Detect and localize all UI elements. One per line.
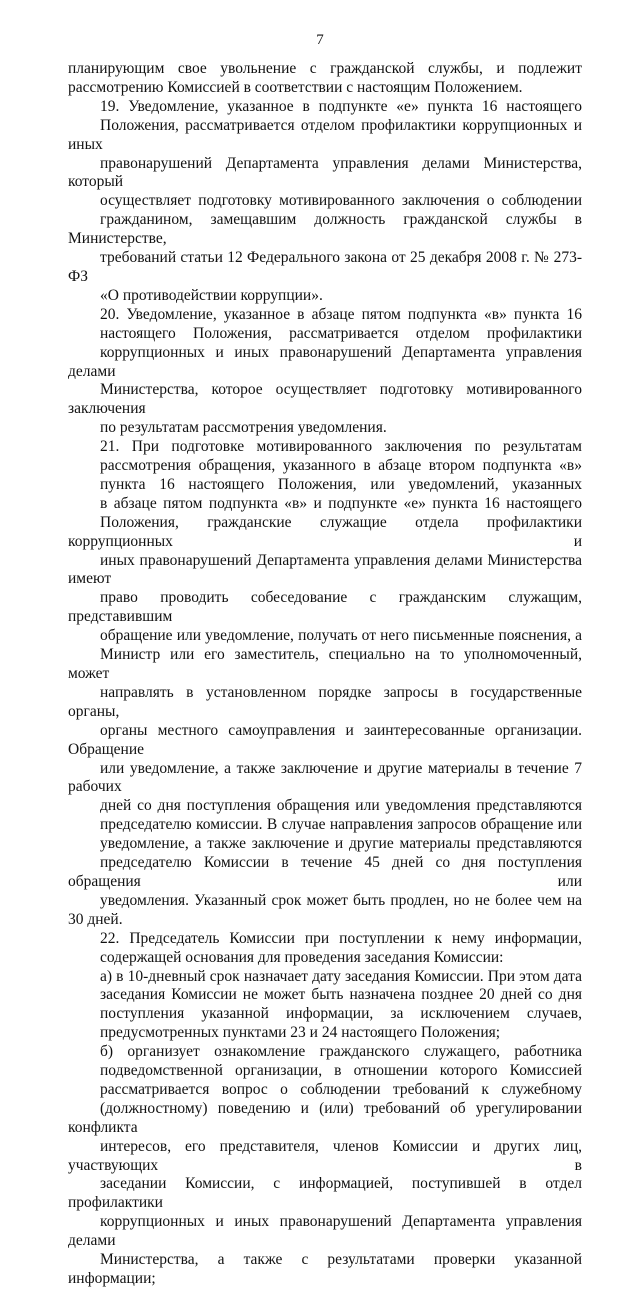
text-line: настоящего Положения, рассматривается отделом профилактики [100,324,582,342]
text-line: рассмотрению Комиссией в соответствии с настоящим Положением. [68,78,523,96]
document-body [68,60,582,1289]
text-line: Министерства, а также с результатами проверки указанной информации; [68,1251,582,1287]
text-line: иных правонарушений Департамента управления делами Министерства имеют [68,551,582,588]
text-line: а) в 10-дневный срок назначает дату заседания Комиссии. При этом дата [100,967,582,985]
text-line: рассматривается вопрос о соблюдении требований к служебному [100,1080,582,1098]
text-line: рассмотрения обращения, указанного в абзаце втором подпункта «в» [100,457,582,475]
paragraph-22b [68,1043,582,1289]
paragraph-19 [68,98,582,306]
text-line: требований статьи 12 Федерального закона от 25 декабря 2008 г. № 273-ФЗ [68,249,582,285]
page-number: 7 [316,32,324,48]
text-line: заседания Комиссии не может быть назначена позднее 20 дней со дня [100,986,582,1004]
text-line: подведомственной организации, в отношении которого Комиссией [100,1062,582,1080]
paragraph-22 [68,930,582,968]
text-line: обращение или уведомление, получать от него письменные пояснения, а [100,627,582,645]
text-line: уведомления. Указанный срок может быть продлен, но не более чем на 30 дней. [68,891,582,928]
text-line: б) организует ознакомление гражданского служащего, работника [100,1043,582,1061]
text-line: или уведомление, а также заключение и другие материалы в течение 7 рабочих [68,759,582,796]
text-line: Положения, рассматривается отделом профилактики коррупционных и иных [68,116,582,153]
text-line: 19. Уведомление, указанное в подпункте «е» пункта 16 настоящего [100,97,582,115]
text-line: поступления указанной информации, за исключением случаев, [100,1005,582,1023]
text-line: гражданином, замещавшим должность гражданской службы в Министерстве, [68,211,582,248]
text-line: органы местного самоуправления и заинтересованные организации. Обращение [68,721,582,758]
text-line: пункта 16 настоящего Положения, или уведомлений, указанных [100,475,582,493]
text-line: председателю комиссии. В случае направления запросов обращение или [100,816,582,834]
text-line: «О противодействии коррупции». [100,286,323,304]
paragraph-20 [68,306,582,438]
text-line: содержащей основания для проведения заседания Комиссии: [100,948,504,966]
text-line: 22. Председатель Комиссии при поступлении к нему информации, [100,929,582,947]
text-line: направлять в установленном порядке запросы в государственные органы, [68,683,582,720]
paragraph-continuation [68,60,582,98]
text-line: дней со дня поступления обращения или уведомления представляются [100,797,582,815]
text-line: право проводить собеседование с гражданским служащим, представившим [68,589,582,626]
text-line: правонарушений Департамента управления делами Министерства, который [68,154,582,191]
text-line: 20. Уведомление, указанное в абзаце пятом подпункта «в» пункта 16 [100,305,582,323]
text-line: (должностному) поведению и (или) требований об урегулировании конфликта [68,1099,582,1136]
text-line: коррупционных и иных правонарушений Департамента управления делами [68,1213,582,1250]
text-line: по результатам рассмотрения уведомления. [100,419,387,437]
text-line: председателю Комиссии в течение 45 дней со дня поступления обращения или [68,854,582,890]
text-line: заседании Комиссии, с информацией, поступившей в отдел профилактики [68,1175,582,1212]
text-line: в абзаце пятом подпункта «в» и подпункте «е» пункта 16 настоящего [100,494,582,512]
text-line: коррупционных и иных правонарушений Департамента управления делами [68,343,582,380]
text-line: 21. При подготовке мотивированного заключения по результатам [100,438,582,456]
text-line: предусмотренных пунктами 23 и 24 настоящего Положения; [100,1024,501,1042]
text-line: интересов, его представителя, членов Комиссии и других лиц, участвующих в [68,1137,582,1174]
text-line: осуществляет подготовку мотивированного заключения о соблюдении [100,192,582,210]
text-line: Положения, гражданские служащие отдела профилактики коррупционных и [68,513,582,550]
text-line: Министерства, которое осуществляет подготовку мотивированного заключения [68,381,582,418]
text-line: Министр или его заместитель, специально на то уполномоченный, может [68,646,582,682]
paragraph-22a [68,968,582,1044]
text-line: уведомление, а также заключение и другие материалы представляются [100,835,582,853]
text-line: планирующим свое увольнение с гражданской службы, и подлежит [68,60,582,77]
paragraph-21 [68,438,582,930]
